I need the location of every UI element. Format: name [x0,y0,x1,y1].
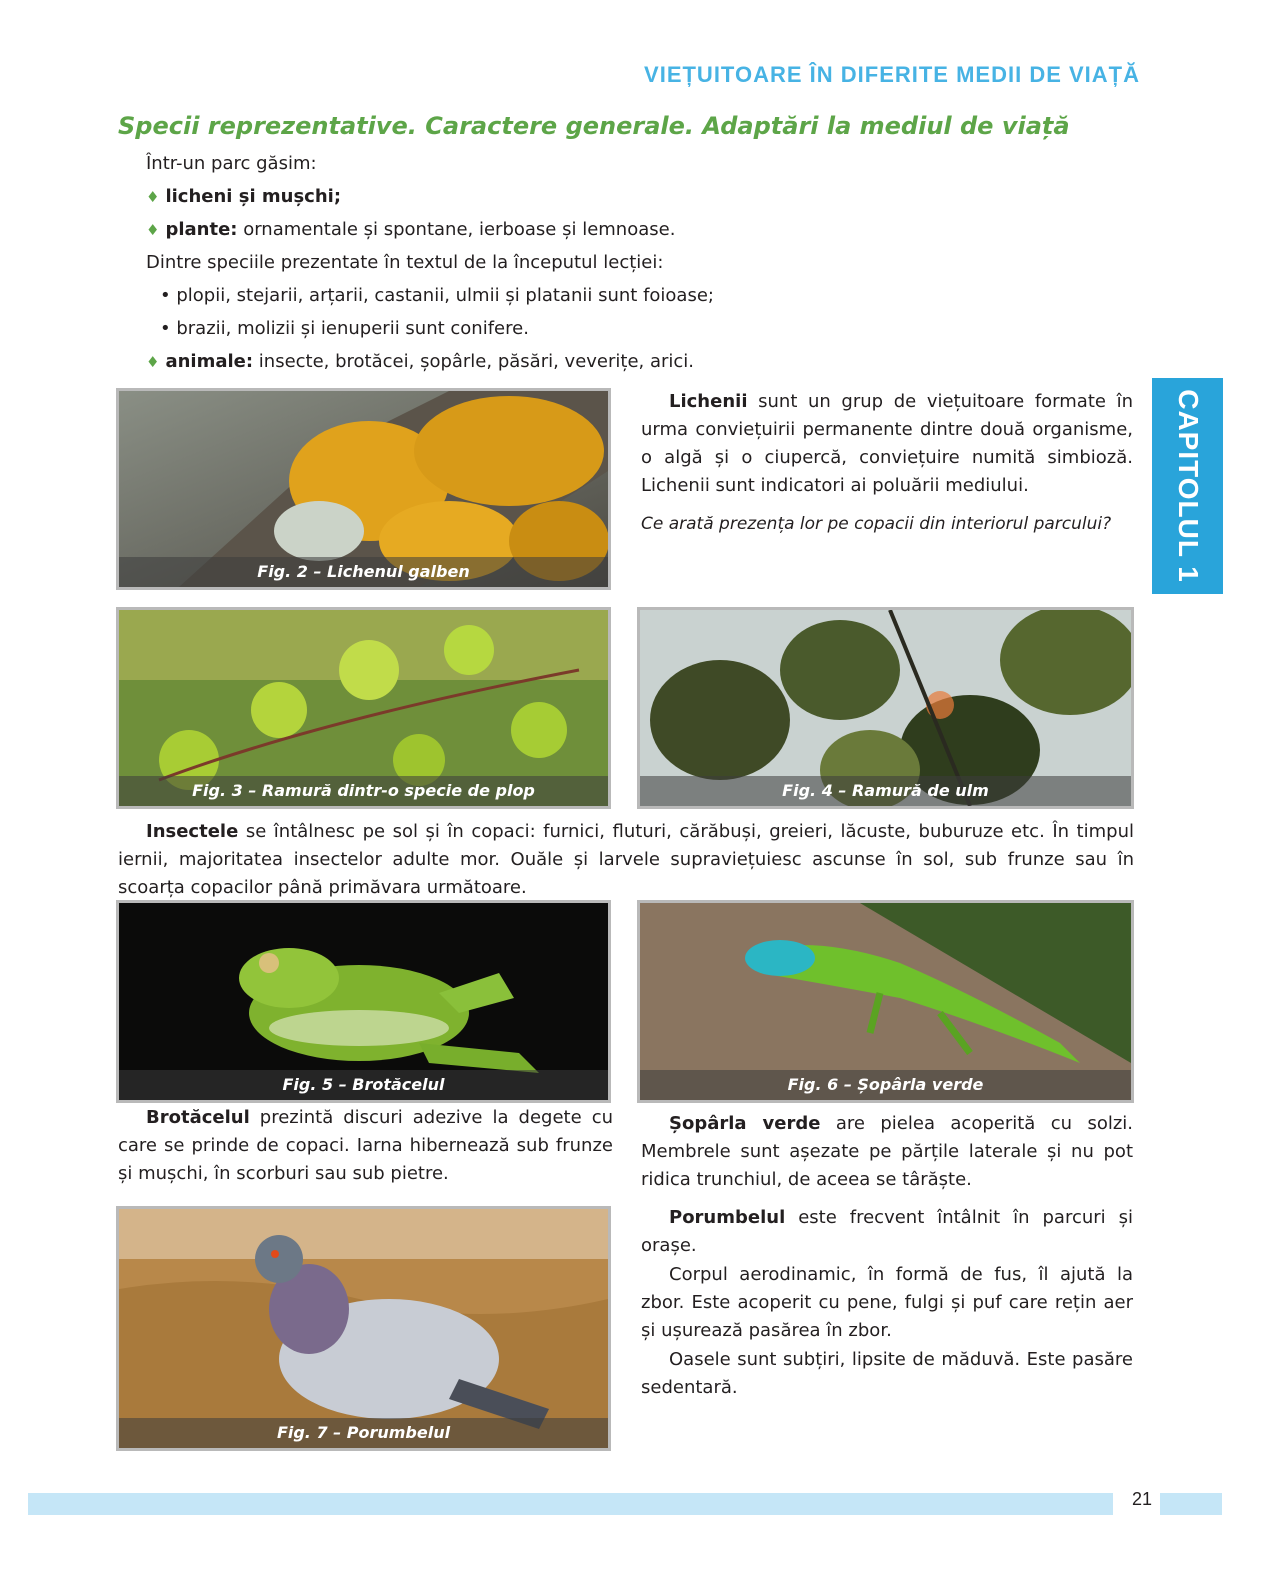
lichens-question: Ce arată prezența lor pe copacii din interiorul parcului? [641,514,1112,534]
diamond-bullet-icon: ♦ [146,188,160,206]
insects-text: se întâlnesc pe sol și în copaci: furnici, fluturi, cărăbuși, greieri, lăcuste, buburuze etc. În timpul iernii, majoritatea insectelor adulte mor. Ouăle și larvele supraviețuiesc ascunse în sol, sub frunze sau în scoarța copacilor până primăvara următoare. [118,821,1134,898]
intro-item-plants-label: plante: [165,219,238,240]
figure-elm [637,607,1134,809]
diamond-bullet-icon: ♦ [146,353,160,371]
intro-item-animals-label: animale: [165,351,254,372]
intro-item-animals-text: insecte, brotăcei, șopârle, păsări, veverițe, arici. [253,351,695,372]
lizard-paragraph [641,1110,1133,1194]
species-lead: Dintre speciile prezentate în textul de la începutul lecției: [146,252,664,273]
figure-lizard [637,900,1134,1103]
footer-bar-right [1160,1493,1222,1515]
intro-item-plants [146,216,675,244]
diamond-bullet-icon: ♦ [146,221,160,239]
section-title: Specii reprezentative. Caractere generale. Adaptări la mediul de viață [118,112,1070,140]
intro-item-animals [146,348,694,376]
pigeon-body-paragraph: Corpul aerodinamic, în formă de fus, îl ajută la zbor. Este acoperit cu pene, fulgi și puf care rețin aer și ușurează pasărea în zbor. [641,1264,1133,1341]
lichens-paragraph [641,388,1133,500]
species-deciduous: • plopii, stejarii, arțarii, castanii, ulmii și platanii sunt foioase; [160,285,714,306]
figure-caption: Fig. 4 – Ramură de ulm [640,776,1131,806]
figure-caption: Fig. 7 – Porumbelul [119,1418,608,1448]
figure-lichen [116,388,611,590]
insects-term: Insectele [146,821,239,842]
chapter-tab [1152,378,1223,594]
figure-poplar [116,607,611,809]
species-conifers: • brazii, molizii și ienuperii sunt conifere. [160,318,529,339]
intro-item-plants-text: ornamentale și spontane, ierboase și lemnoase. [237,219,676,240]
intro-item-lichens-label: licheni și mușchi; [165,186,342,207]
intro-item-lichens [146,183,341,211]
figure-pigeon [116,1206,611,1451]
lizard-text: are pielea acoperită cu solzi. Membrele sunt așezate pe părțile laterale și nu pot ridica trunchiul, de aceea se târăște. [641,1113,1134,1190]
page-number: 21 [1131,1489,1153,1509]
figure-frog [116,900,611,1103]
pigeon-text: este frecvent întâlnit în parcuri și orașe. [641,1207,1133,1256]
figure-caption: Fig. 5 – Brotăcelul [119,1070,608,1100]
pigeon-photo [119,1209,608,1448]
figure-caption: Fig. 2 – Lichenul galben [119,557,608,587]
chapter-tab-label: CAPITOLUL 1 [1172,389,1204,583]
lichens-text: sunt un grup de viețuitoare formate în urma conviețuirii permanente dintre două organisme, o algă și o ciupercă, conviețuire numită simbioză. Lichenii sunt indicatori ai poluării mediului. [641,391,1133,496]
lizard-term: Șopârla verde [669,1113,821,1134]
figure-caption: Fig. 6 – Șopârla verde [640,1070,1131,1100]
figure-caption: Fig. 3 – Ramură dintr-o specie de plop [119,776,608,806]
pigeon-bones-paragraph: Oasele sunt subțiri, lipsite de măduvă. Este pasăre sedentară. [641,1349,1133,1398]
frog-paragraph [118,1104,613,1188]
running-title: VIEȚUITOARE ÎN DIFERITE MEDII DE VIAȚĂ [644,62,1140,87]
pigeon-term: Porumbelul [669,1207,786,1228]
lichens-term: Lichenii [669,391,748,412]
frog-text: prezintă discuri adezive la degete cu care se prinde de copaci. Iarna hibernează sub frunze și mușchi, în scorburi sau sub pietre. [118,1107,613,1184]
insects-paragraph [118,818,1134,902]
footer-bar-left [28,1493,1113,1515]
pigeon-paragraph [641,1204,1133,1260]
frog-term: Brotăcelul [146,1107,250,1128]
intro-lead: Într-un parc găsim: [146,153,317,174]
